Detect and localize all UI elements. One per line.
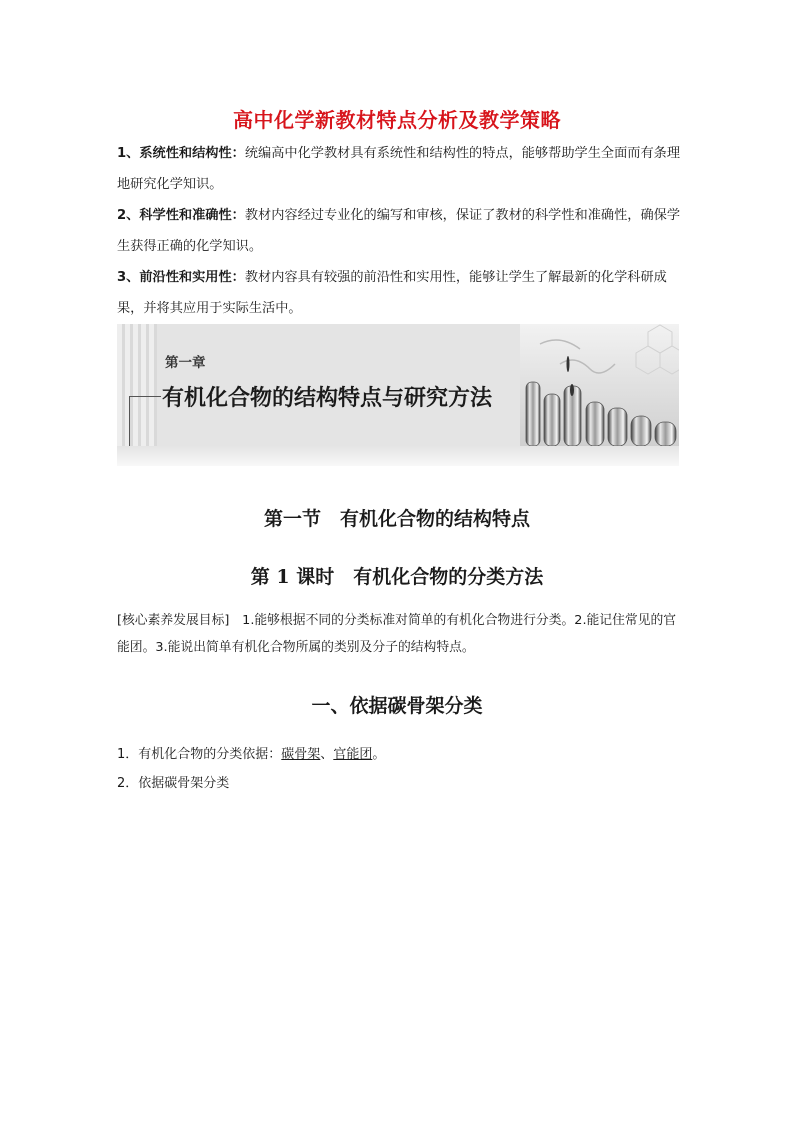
intro-item-label: 2、科学性和准确性： (117, 208, 245, 223)
document-title: 高中化学新教材特点分析及教学策略 (233, 108, 561, 132)
test-tubes-image (520, 324, 679, 446)
part-heading: 一、依据碳骨架分类 (311, 695, 483, 717)
list-item-2: 2．依据碳骨架分类 (117, 776, 230, 791)
banner-chapter-title: 有机化合物的结构特点与研究方法 (162, 386, 493, 411)
list-item-1 (117, 743, 385, 762)
answer-functional-group: 官能团 (333, 747, 373, 762)
banner-stripes (117, 324, 157, 446)
list-item-1-prefix: 1．有机化合物的分类依据： (117, 747, 282, 762)
chapter-banner (117, 324, 679, 466)
banner-fade (117, 446, 679, 466)
list-item-1-separator: 、 (320, 747, 334, 762)
section-title: 第一节 有机化合物的结构特点 (263, 508, 530, 530)
list-item-1-end: 。 (372, 747, 386, 762)
banner-chapter-label: 第一章 (165, 355, 206, 371)
lesson-title: 第 1 课时 有机化合物的分类方法 (250, 566, 544, 588)
banner-bracket-horizontal (129, 396, 161, 397)
intro-item-text: 统编高中化学教材具有系统性和结构性的特点，能够帮助学生全面而有条理地研究化学知识。 (117, 146, 681, 192)
intro-item-label: 3、前沿性和实用性： (117, 270, 245, 285)
intro-item-3 (117, 262, 682, 324)
core-goals-label: [核心素养发展目标] (117, 613, 230, 628)
intro-item-1 (117, 138, 682, 200)
intro-item-text: 教材内容经过专业化的编写和审核，保证了教材的科学性和准确性，确保学生获得正确的化学知识。 (117, 208, 681, 254)
core-goals-text: 1.能够根据不同的分类标准对简单的有机化合物进行分类。2.能记住常见的官能团。3.能说出简单有机化合物所属的类别及分子的结构特点。 (117, 613, 677, 655)
answer-carbon-skeleton: 碳骨架 (281, 747, 321, 762)
banner-bracket-vertical (129, 396, 130, 446)
intro-item-label: 1、系统性和结构性： (117, 146, 245, 161)
intro-item-2 (117, 200, 682, 262)
intro-item-text: 教材内容具有较强的前沿性和实用性，能够让学生了解最新的化学科研成果，并将其应用于实际生活中。 (117, 270, 667, 316)
core-goals (117, 607, 682, 661)
